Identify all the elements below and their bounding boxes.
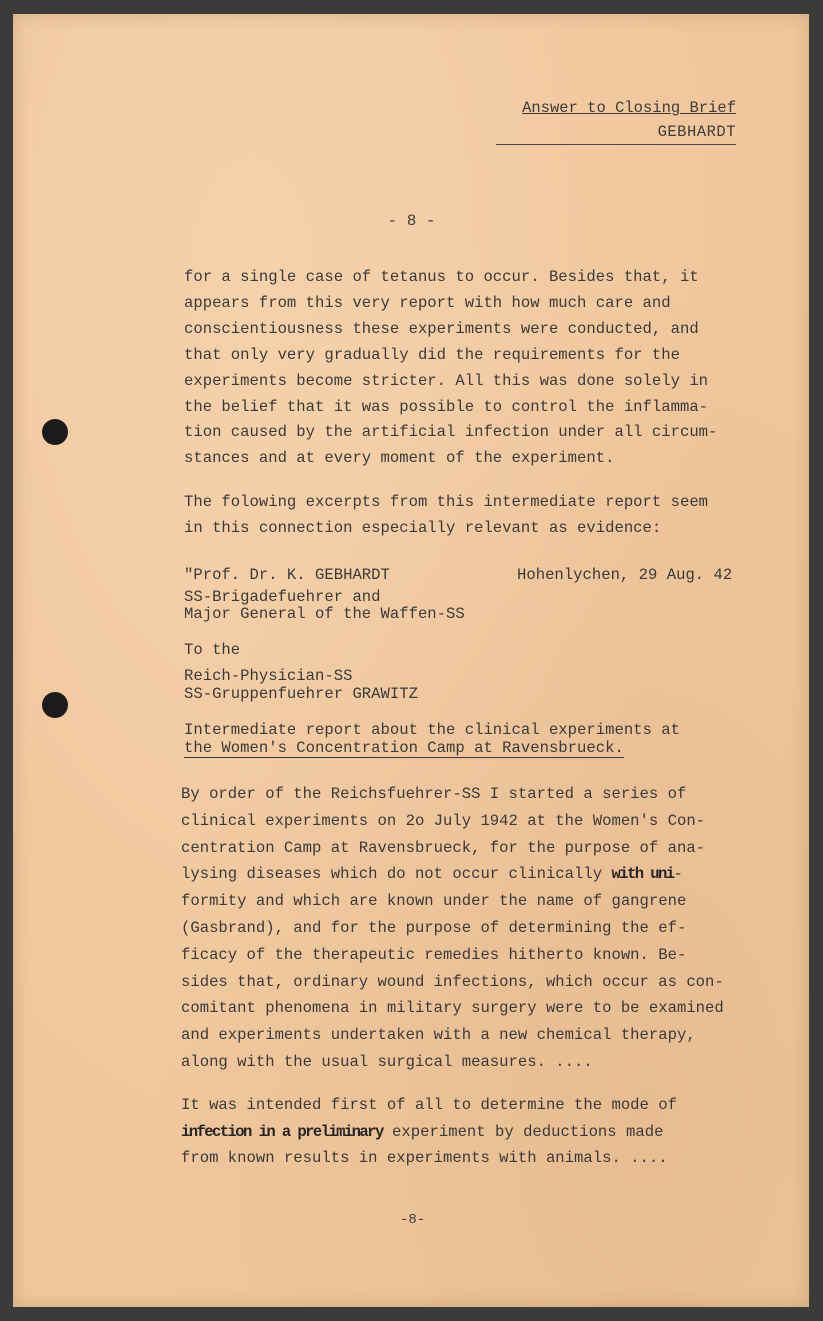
paragraph-infection-line1: It was intended first of all to determine the mode of <box>181 1096 677 1114</box>
paragraph-experiments-part2: - formity and which are known under the name of gangrene (Gasbrand), and for the purpose of determining the ef- ficacy of the therapeutic remedies hitherto known. Be- sides that, ordinary wound infections, which occur as con- comitant phenomena in military surgery were to be examined and experiments undertaken with a new chemical therapy, along with the usual surgical measures. .... <box>181 865 724 1071</box>
page-number-top: - 8 - <box>387 212 436 230</box>
overstruck-text-uniformity: with uni <box>611 865 674 884</box>
letter-addressee: Reich-Physician-SS SS-Gruppenfuehrer GRAWITZ <box>184 667 418 703</box>
letter-sender-name: "Prof. Dr. K. GEBHARDT <box>184 566 390 584</box>
report-title-line2: the Women's Concentration Camp at Ravensbrueck. <box>184 738 624 757</box>
header-defendant: GEBHARDT <box>496 120 736 145</box>
paragraph-excerpts-intro: The folowing excerpts from this intermediate report seem in this connection especially relevant as evidence: <box>184 493 709 537</box>
report-title <box>184 722 680 758</box>
paragraph-experiments-order <box>181 781 724 1076</box>
report-title-line1: Intermediate report about the clinical experiments at <box>184 721 680 739</box>
document-header <box>496 96 736 145</box>
punch-hole-lower <box>42 692 68 718</box>
letter-sender-rank: SS-Brigadefuehrer and Major General of the Waffen-SS <box>184 588 465 623</box>
paragraph-tetanus: for a single case of tetanus to occur. Besides that, it appears from this very report with how much care and conscientiousness these experiments were conducted, and that only very gradually did the requirements for the experiments become stricter. All this was done solely in the belief that it was possible to control the inflamma- tion caused by the artificial infection under all circum- stances and at every moment of the experiment. <box>184 268 718 468</box>
header-title: Answer to Closing Brief <box>522 99 736 117</box>
letter-to-label: To the <box>184 641 241 659</box>
paragraph-infection-part2: experiment by deductions made from known results in experiments with animals. .... <box>181 1122 668 1167</box>
overstruck-text-preliminary: infection in a preliminary <box>181 1122 383 1141</box>
letter-place-date: Hohenlychen, 29 Aug. 42 <box>517 566 733 584</box>
paragraph-infection-mode <box>181 1092 677 1172</box>
punch-hole-upper <box>42 419 68 445</box>
paragraph-experiments-part1: By order of the Reichsfuehrer-SS I started a series of clinical experiments on 2o July 1942 at the Women's Con- centration Camp at Ravensbrueck, for the purpose of ana- lysing diseases which do not occur clinically <box>181 785 706 884</box>
page-number-bottom: -8- <box>400 1212 426 1228</box>
